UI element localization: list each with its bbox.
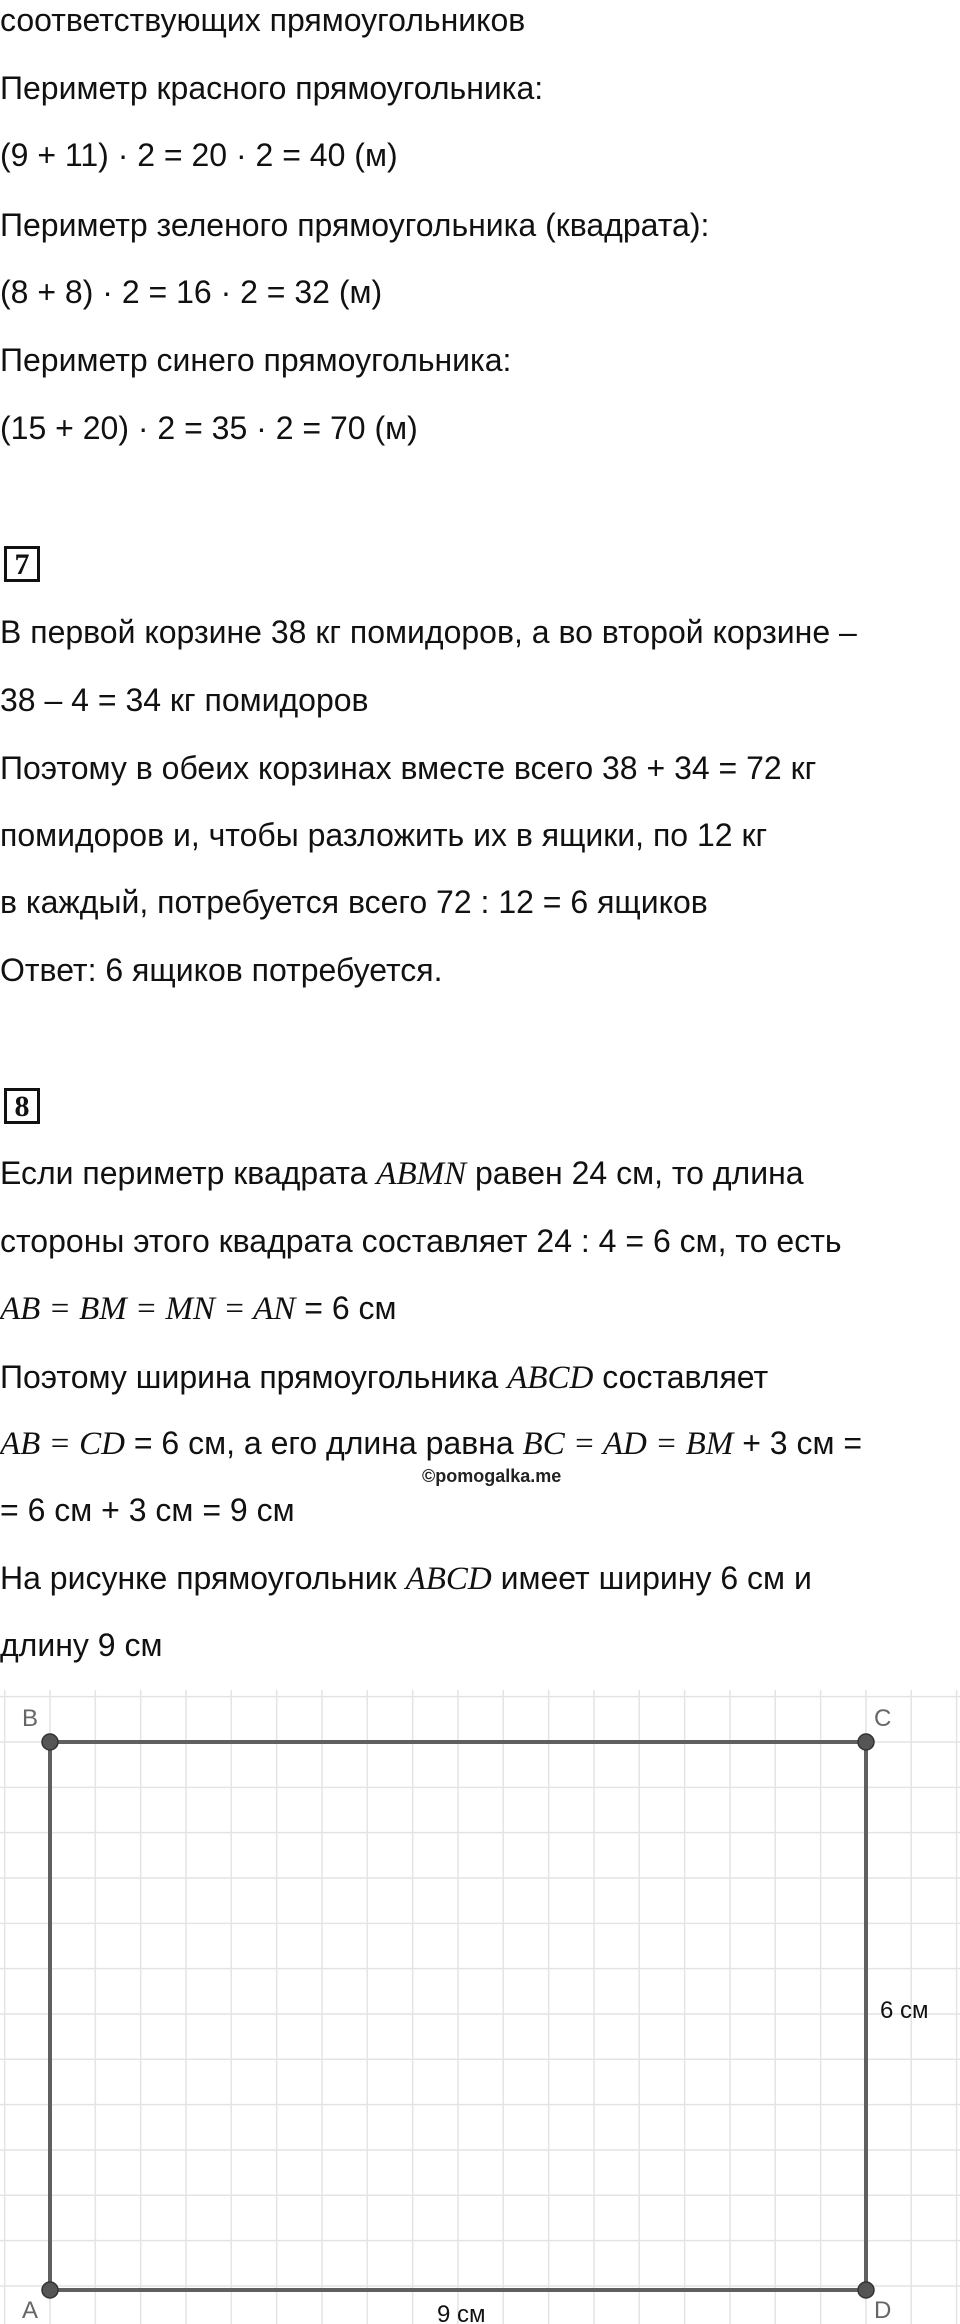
task7-line-1: В первой корзине 38 кг помидоров, а во второй корзине – [0, 614, 857, 650]
task-number-8: 8 [4, 1088, 40, 1124]
task8-line-2: стороны этого квадрата составляет 24 : 4 = 6 см, то есть [0, 1223, 842, 1259]
task8-line-7: На рисунке прямоугольник ABCD имеет ширину 6 см и [0, 1560, 812, 1597]
task7-line-2: 38 – 4 = 34 кг помидоров [0, 682, 369, 718]
green-perimeter-label: Периметр зеленого прямоугольника (квадрата): [0, 207, 710, 243]
task7-line-5: в каждый, потребуется всего 72 : 12 = 6 ящиков [0, 884, 708, 920]
math-ab-cd: AB = CD [0, 1426, 125, 1462]
math-abcd: ABCD [405, 1561, 492, 1597]
math-equalities: AB = BM = MN = AN [0, 1291, 296, 1327]
task8-line-6: = 6 см + 3 см = 9 см [0, 1492, 295, 1528]
task7-line-4: помидоров и, чтобы разложить их в ящики, по 12 кг [0, 817, 768, 853]
text-line: соответствующих прямоугольников [0, 2, 526, 38]
task8-line-8: длину 9 см [0, 1627, 163, 1663]
width-label: 9 см [437, 2301, 486, 2324]
point-b [42, 1734, 58, 1750]
point-a [42, 2282, 58, 2298]
grid [0, 1690, 960, 2324]
math-abmn: ABMN [376, 1156, 467, 1192]
red-perimeter-label: Периметр красного прямоугольника: [0, 70, 544, 106]
label-d: D [874, 2297, 892, 2324]
task7-line-3: Поэтому в обеих корзинах вместе всего 38 + 34 = 72 кг [0, 750, 817, 786]
watermark: ©pomogalka.me [422, 1466, 562, 1486]
red-perimeter-calc: (9 + 11) · 2 = 20 · 2 = 40 (м) [0, 137, 398, 173]
blue-perimeter-calc: (15 + 20) · 2 = 35 · 2 = 70 (м) [0, 410, 418, 446]
green-perimeter-calc: (8 + 8) · 2 = 16 · 2 = 32 (м) [0, 274, 383, 310]
point-c [858, 1734, 874, 1750]
task8-line-1: Если периметр квадрата ABMN равен 24 см, то длина [0, 1155, 804, 1192]
label-b: B [22, 1705, 39, 1732]
task8-line-5: AB = CD = 6 см, а его длина равна BC = AD = BM + 3 см = [0, 1425, 863, 1462]
task7-answer: Ответ: 6 ящиков потребуется. [0, 952, 443, 988]
label-c: C [874, 1705, 892, 1732]
point-d [858, 2282, 874, 2298]
rectangle-figure [0, 1690, 960, 2324]
math-abcd: ABCD [507, 1360, 594, 1396]
height-label: 6 см [880, 1997, 929, 2024]
task-number-7: 7 [4, 546, 40, 582]
label-a: A [22, 2297, 39, 2324]
math-bc-ad-bm: BC = AD = BM [522, 1426, 734, 1462]
task8-line-3: AB = BM = MN = AN = 6 см [0, 1290, 397, 1327]
task8-line-4: Поэтому ширина прямоугольника ABCD составляет [0, 1359, 769, 1396]
blue-perimeter-label: Периметр синего прямоугольника: [0, 342, 512, 378]
